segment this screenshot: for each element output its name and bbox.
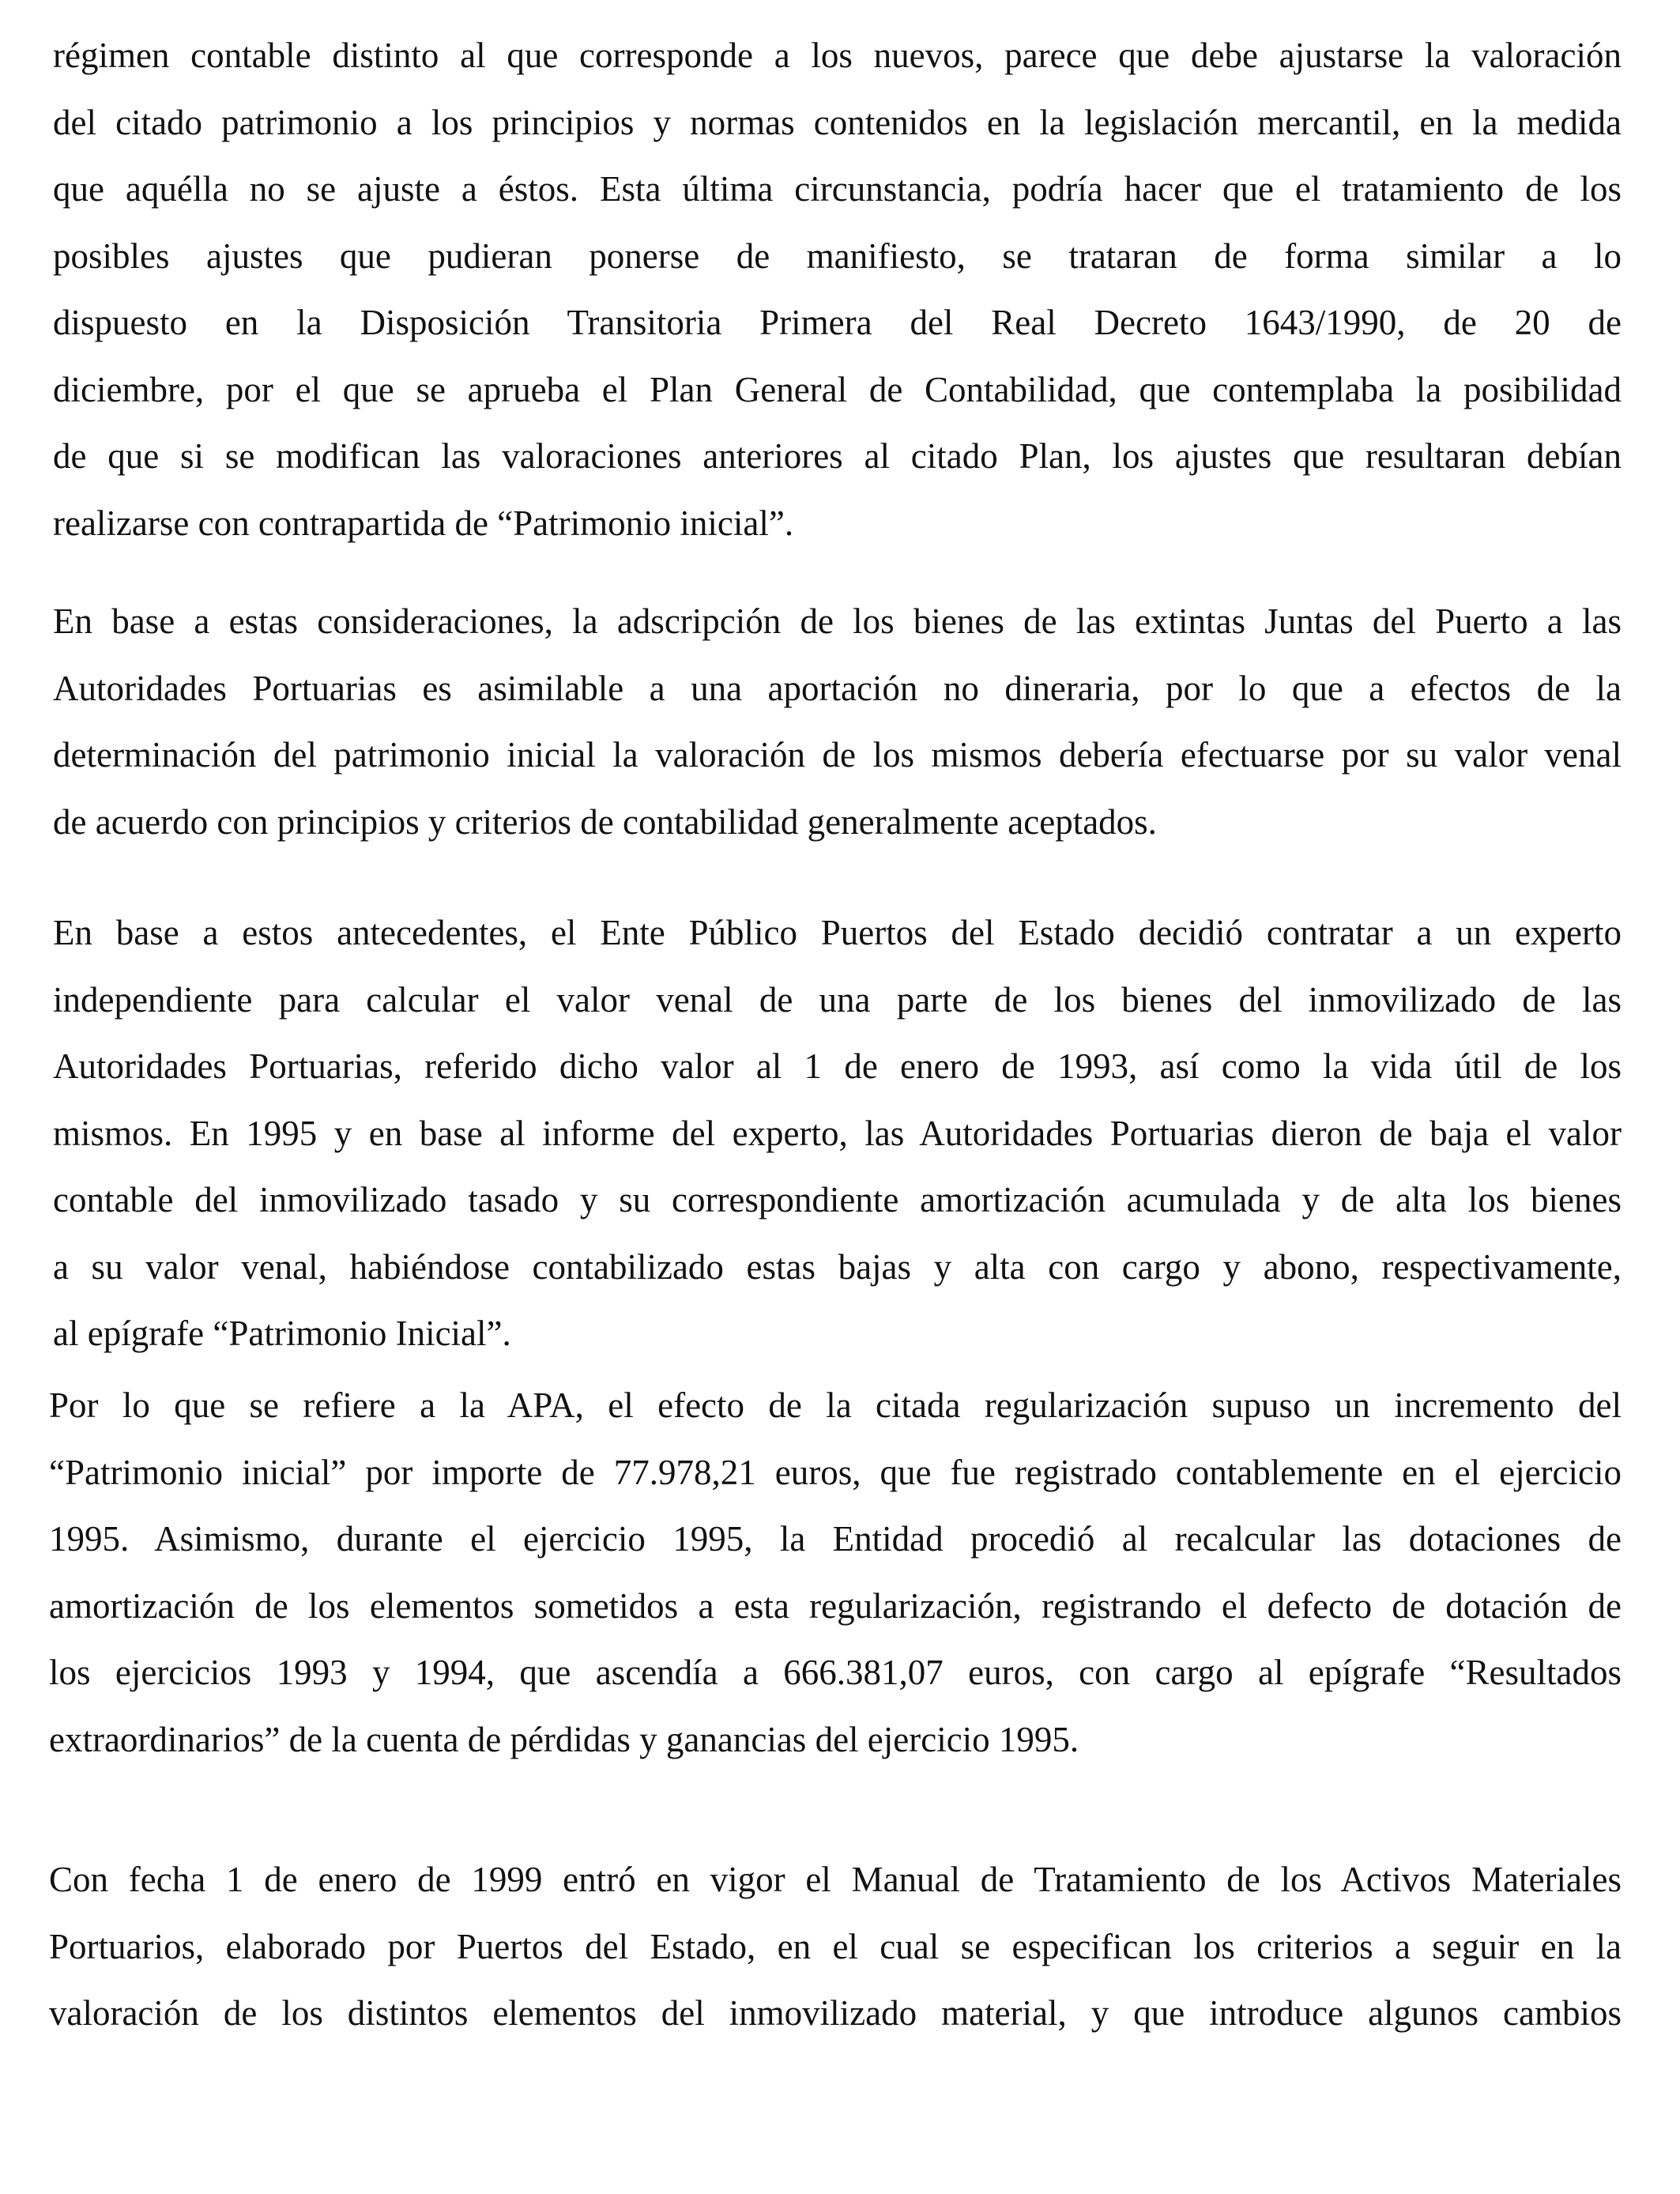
text-line: dispuesto en la Disposición Transitoria Primera del Real Decreto 1643/1990, de 20 de (53, 303, 1622, 342)
text-line: Portuarios, elaborado por Puertos del Estado, en el cual se especifican los criterios a seguir en la (49, 1926, 1622, 1966)
text-line: 1995. Asimismo, durante el ejercicio 1995, la Entidad procedió al recalcular las dotaciones de (49, 1519, 1622, 1559)
text-line: “Patrimonio inicial” por importe de 77.978,21 euros, que fue registrado contablemente en el ejercicio (49, 1452, 1622, 1492)
text-line: contable del inmovilizado tasado y su correspondiente amortización acumulada y de alta los bienes (53, 1180, 1622, 1220)
text-line: diciembre, por el que se aprueba el Plan General de Contabilidad, que contemplaba la posibilidad (53, 369, 1622, 409)
text-line: Con fecha 1 de enero de 1999 entró en vigor el Manual de Tratamiento de los Activos Materiales (49, 1860, 1622, 1899)
text-line: Autoridades Portuarias, referido dicho valor al 1 de enero de 1993, así como la vida útil de los (53, 1046, 1622, 1086)
text-line: de que si se modifican las valoraciones anteriores al citado Plan, los ajustes que resultaran debían (53, 436, 1622, 476)
text-line: mismos. En 1995 y en base al informe del experto, las Autoridades Portuarias dieron de baja el valor (53, 1113, 1622, 1153)
text-line: de acuerdo con principios y criterios de contabilidad generalmente aceptados. (53, 801, 1157, 842)
text-line: determinación del patrimonio inicial la valoración de los mismos debería efectuarse por su valor venal (53, 735, 1622, 775)
paragraph-manual-activos (49, 1846, 1622, 2047)
text-line: los ejercicios 1993 y 1994, que ascendía a 666.381,07 euros, con cargo al epígrafe “Resultados (49, 1653, 1622, 1692)
text-line: régimen contable distinto al que corresponde a los nuevos, parece que debe ajustarse la valoración (53, 36, 1622, 75)
text-line: Autoridades Portuarias es asimilable a una aportación no dineraria, por lo que a efectos de la (53, 668, 1622, 708)
text-line: amortización de los elementos sometidos a esta regularización, registrando el defecto de dotación de (49, 1585, 1622, 1626)
text-line: extraordinarios” de la cuenta de pérdidas y ganancias del ejercicio 1995. (49, 1719, 1079, 1759)
text-line: En base a estas consideraciones, la adscripción de los bienes de las extintas Juntas del Puerto a las (53, 601, 1622, 641)
text-line: independiente para calcular el valor venal de una parte de los bienes del inmovilizado de las (53, 979, 1622, 1020)
text-line: del citado patrimonio a los principios y normas contenidos en la legislación mercantil, en la medida (53, 102, 1622, 142)
text-line: En base a estos antecedentes, el Ente Público Puertos del Estado decidió contratar a un experto (53, 913, 1622, 952)
text-line: posibles ajustes que pudieran ponerse de manifiesto, se trataran de forma similar a lo (53, 236, 1622, 276)
text-line: a su valor venal, habiéndose contabilizado estas bajas y alta con cargo y abono, respectivamente, (53, 1246, 1622, 1287)
paragraph-experto-independiente (53, 899, 1622, 1367)
paragraph-adscripcion-bienes (53, 588, 1622, 855)
text-line: que aquélla no se ajuste a éstos. Esta última circunstancia, podría hacer que el tratamiento de los (53, 169, 1622, 209)
text-line: realizarse con contrapartida de “Patrimonio inicial”. (53, 503, 794, 543)
text-line: valoración de los distintos elementos del inmovilizado material, y que introduce algunos cambios (49, 1993, 1622, 2033)
paragraph-valoracion-patrimonio (53, 22, 1622, 556)
text-line: Por lo que se refiere a la APA, el efecto de la citada regularización supuso un incremento del (49, 1385, 1622, 1425)
text-line: al epígrafe “Patrimonio Inicial”. (53, 1314, 511, 1353)
paragraph-efecto-apa (49, 1372, 1622, 1773)
